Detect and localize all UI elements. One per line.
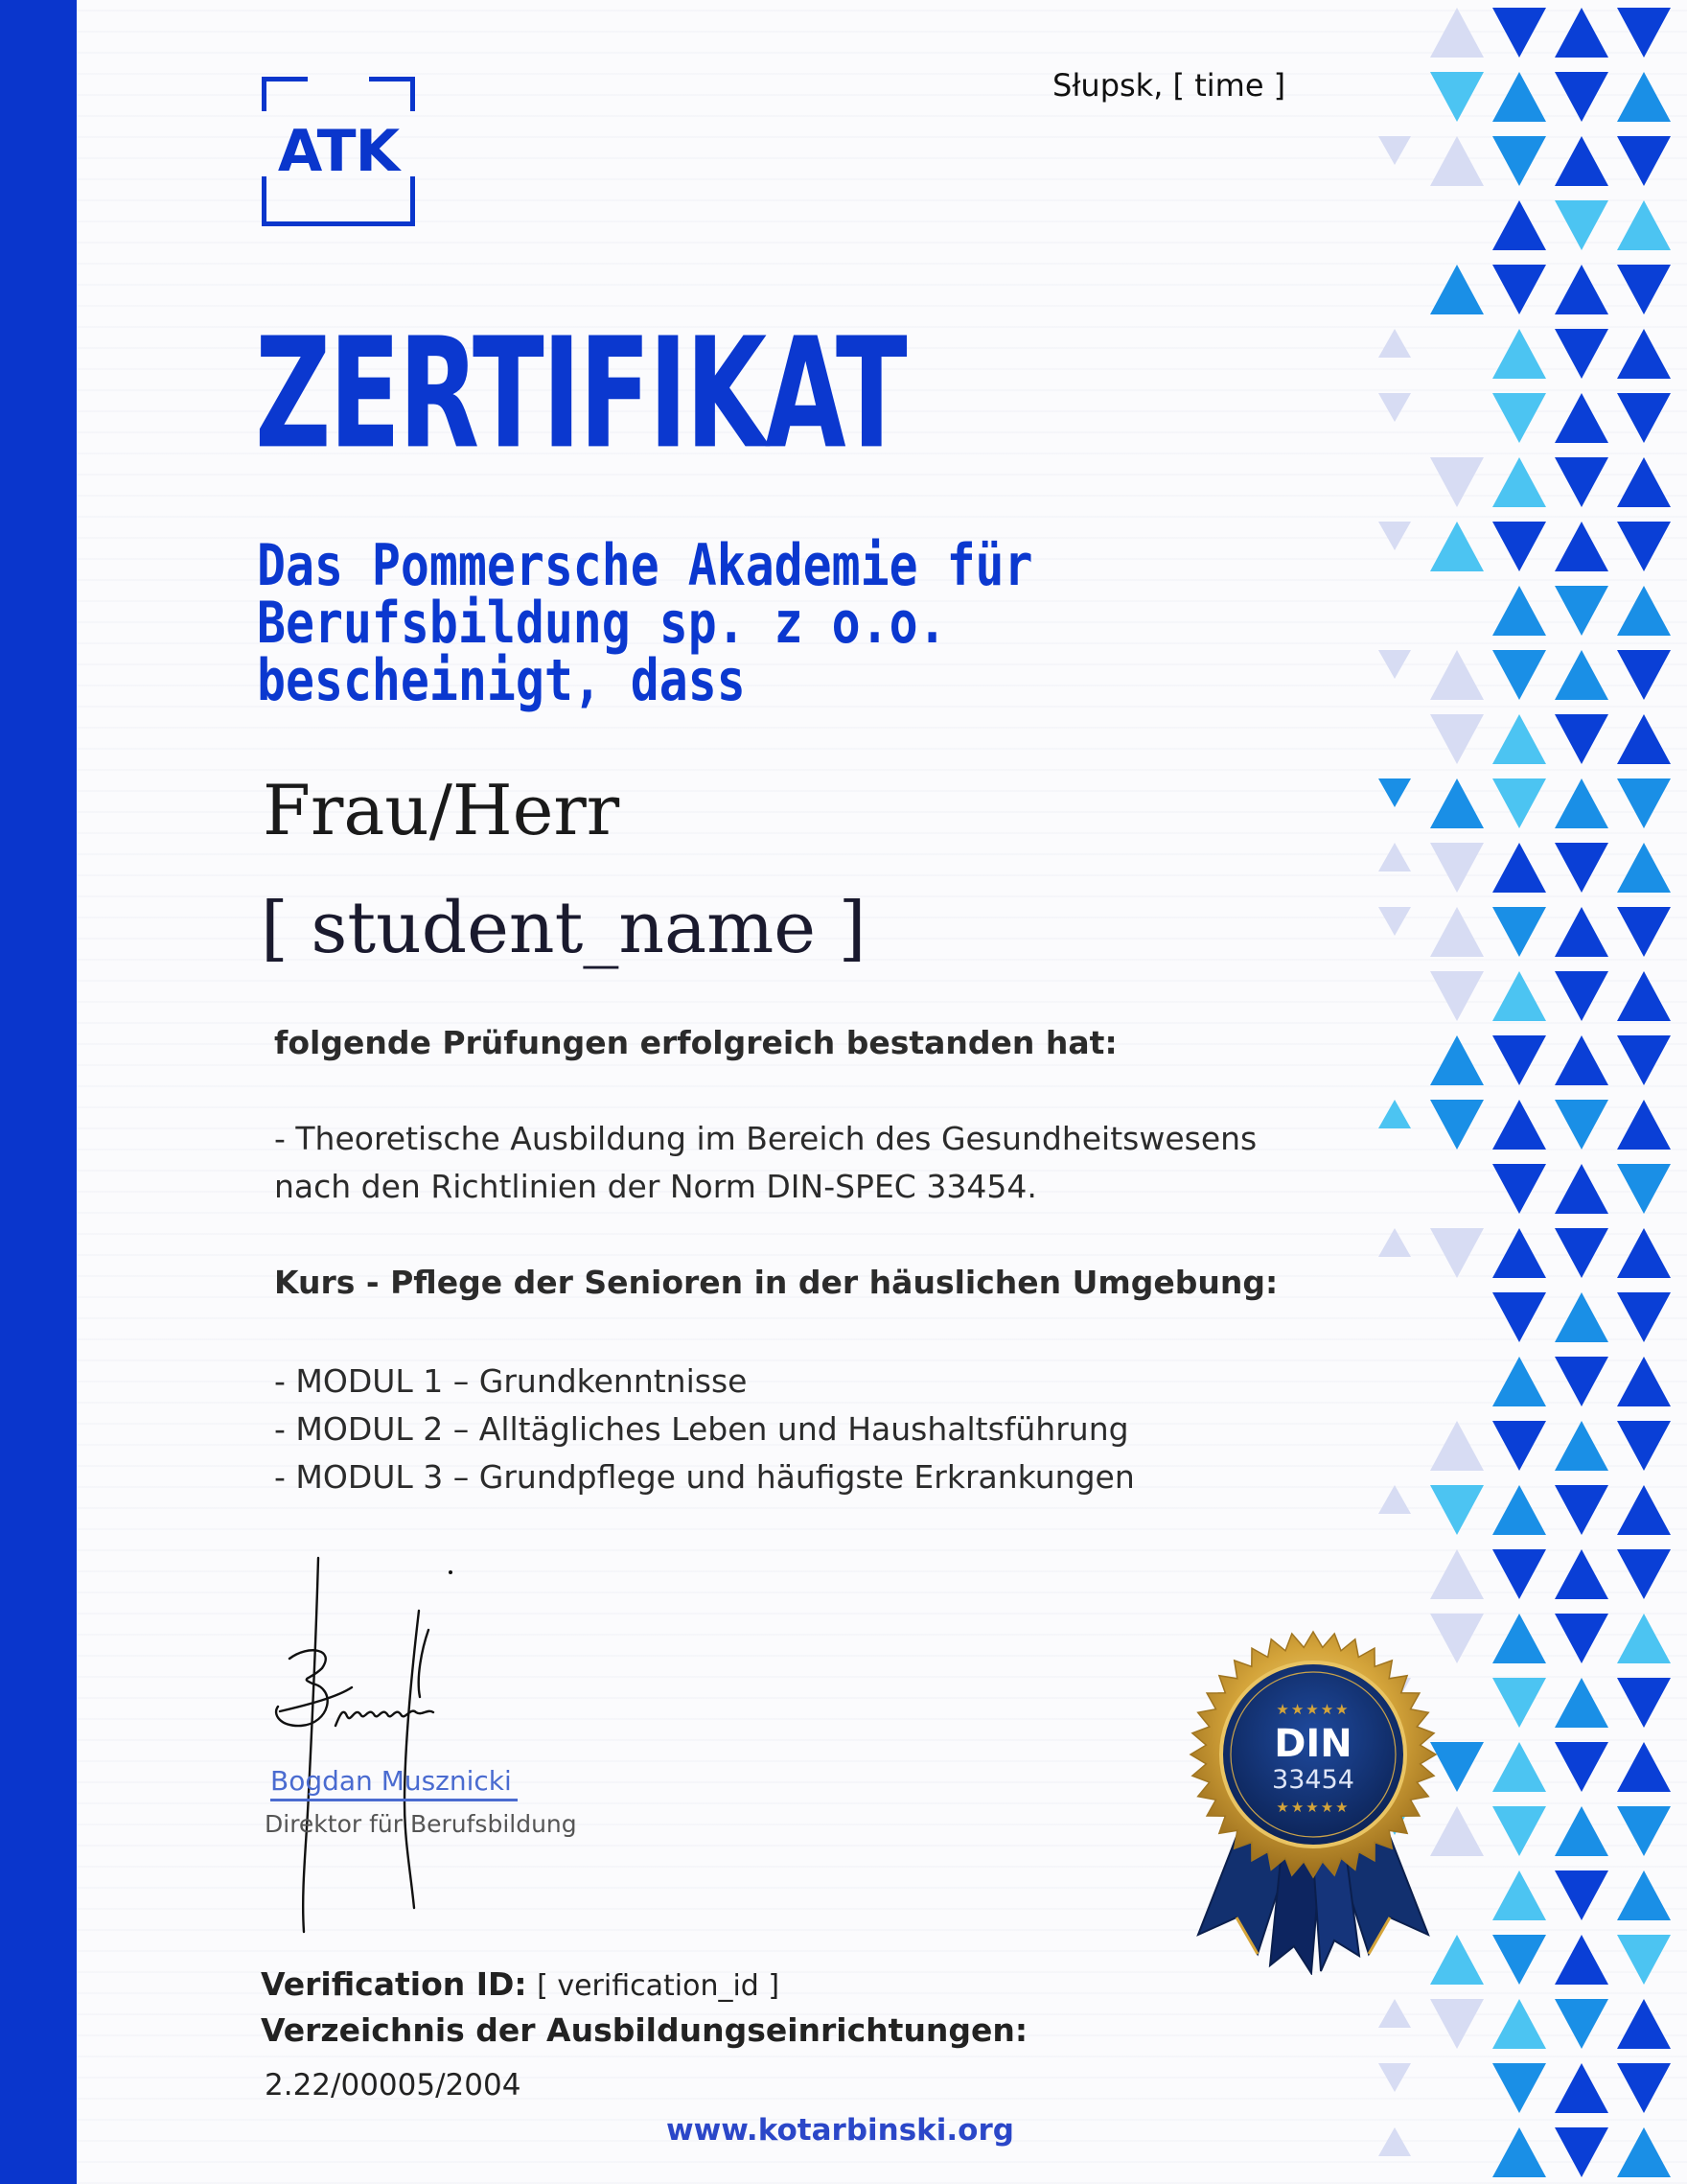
pattern-triangle bbox=[1617, 971, 1671, 1021]
pattern-triangle bbox=[1617, 1100, 1671, 1150]
pattern-triangle bbox=[1555, 650, 1608, 700]
pattern-triangle bbox=[1555, 971, 1608, 1021]
pattern-triangle bbox=[1617, 1806, 1671, 1856]
pattern-triangle bbox=[1492, 1870, 1546, 1920]
pattern-triangle bbox=[1492, 843, 1546, 893]
pattern-triangle bbox=[1555, 200, 1608, 250]
pattern-triangle bbox=[1492, 714, 1546, 764]
student-name: [ student_name ] bbox=[261, 887, 867, 969]
pattern-triangle bbox=[1492, 457, 1546, 507]
pattern-triangle bbox=[1430, 1035, 1484, 1085]
pattern-triangle bbox=[1430, 907, 1484, 957]
pattern-triangle bbox=[1430, 1549, 1484, 1599]
pattern-triangle bbox=[1617, 1357, 1671, 1406]
pattern-triangle bbox=[1617, 2127, 1671, 2177]
pattern-triangle bbox=[1617, 522, 1671, 571]
pattern-triangle bbox=[1555, 1164, 1608, 1214]
din-seal-badge bbox=[1179, 1630, 1447, 1975]
pattern-triangle bbox=[1492, 971, 1546, 1021]
pattern-triangle bbox=[1492, 72, 1546, 122]
seal-stars-bottom: ★★★★★ bbox=[1276, 1799, 1351, 1816]
pattern-triangle bbox=[1617, 1935, 1671, 1985]
pattern-triangle bbox=[1430, 843, 1484, 893]
pattern-triangle bbox=[1492, 200, 1546, 250]
pattern-triangle bbox=[1617, 650, 1671, 700]
pattern-triangle bbox=[1555, 2127, 1608, 2177]
registry-label: Verzeichnis der Ausbildungseinrichtungen: bbox=[261, 2011, 1028, 2049]
pattern-triangle bbox=[1492, 1549, 1546, 1599]
pattern-triangle bbox=[1617, 1678, 1671, 1728]
pattern-triangle bbox=[1555, 1549, 1608, 1599]
pattern-triangle bbox=[1492, 778, 1546, 828]
pattern-triangle bbox=[1555, 1421, 1608, 1471]
pattern-triangle bbox=[1430, 8, 1484, 58]
pattern-triangle bbox=[1617, 1999, 1671, 2049]
signer-name: Bogdan Musznicki bbox=[270, 1764, 518, 1801]
pattern-triangle bbox=[1555, 843, 1608, 893]
pattern-triangle bbox=[1378, 136, 1411, 165]
pattern-triangle bbox=[1378, 329, 1411, 358]
pattern-triangle bbox=[1617, 1164, 1671, 1214]
registry-number: 2.22/00005/2004 bbox=[265, 2068, 521, 2103]
pattern-triangle bbox=[1430, 265, 1484, 314]
verification-value: [ verification_id ] bbox=[537, 1969, 780, 2003]
pattern-triangle bbox=[1555, 1806, 1608, 1856]
pattern-triangle bbox=[1555, 8, 1608, 58]
pattern-triangle bbox=[1492, 1292, 1546, 1342]
pattern-triangle bbox=[1617, 1421, 1671, 1471]
pattern-triangle bbox=[1492, 1421, 1546, 1471]
certificate-title: ZERTIFIKAT bbox=[255, 306, 906, 483]
pattern-triangle bbox=[1617, 265, 1671, 314]
pattern-triangle bbox=[1430, 1228, 1484, 1278]
pattern-triangle bbox=[1492, 1164, 1546, 1214]
pattern-triangle bbox=[1430, 1999, 1484, 2049]
handwritten-signature bbox=[251, 1553, 567, 1937]
pattern-triangle bbox=[1430, 1100, 1484, 1150]
pattern-triangle bbox=[1617, 1742, 1671, 1792]
pattern-triangle bbox=[1492, 1100, 1546, 1150]
pattern-triangle bbox=[1430, 522, 1484, 571]
pattern-triangle bbox=[1492, 1742, 1546, 1792]
pattern-triangle bbox=[1617, 200, 1671, 250]
pattern-triangle bbox=[1555, 778, 1608, 828]
pattern-triangle bbox=[1617, 1228, 1671, 1278]
pattern-triangle bbox=[1492, 1806, 1546, 1856]
pattern-triangle bbox=[1378, 393, 1411, 422]
seal-number-text: 33454 bbox=[1272, 1765, 1354, 1795]
pattern-triangle bbox=[1492, 650, 1546, 700]
pattern-triangle bbox=[1617, 1485, 1671, 1535]
pattern-triangle bbox=[1378, 522, 1411, 550]
pattern-triangle bbox=[1555, 393, 1608, 443]
logo-text: ATK bbox=[277, 118, 400, 185]
pattern-triangle bbox=[1378, 1999, 1411, 2028]
training-line-1: - Theoretische Ausbildung im Bereich des Gesundheitswesens bbox=[274, 1120, 1258, 1157]
pattern-triangle bbox=[1555, 586, 1608, 636]
pattern-triangle bbox=[1555, 1292, 1608, 1342]
seal-din-text: DIN bbox=[1274, 1722, 1352, 1766]
pattern-triangle bbox=[1555, 1678, 1608, 1728]
pattern-triangle bbox=[1555, 1485, 1608, 1535]
pattern-triangle bbox=[1430, 72, 1484, 122]
pattern-triangle bbox=[1430, 778, 1484, 828]
seal-stars-top: ★★★★★ bbox=[1276, 1701, 1351, 1718]
pattern-triangle bbox=[1555, 136, 1608, 186]
pattern-triangle bbox=[1555, 329, 1608, 379]
pattern-triangle bbox=[1617, 843, 1671, 893]
pattern-triangle bbox=[1555, 1614, 1608, 1663]
exams-heading: folgende Prüfungen erfolgreich bestanden hat: bbox=[274, 1024, 1118, 1061]
pattern-triangle bbox=[1617, 329, 1671, 379]
pattern-triangle bbox=[1555, 1357, 1608, 1406]
pattern-triangle bbox=[1378, 650, 1411, 679]
pattern-triangle bbox=[1555, 1870, 1608, 1920]
pattern-triangle bbox=[1492, 136, 1546, 186]
pattern-triangle bbox=[1492, 393, 1546, 443]
pattern-triangle bbox=[1492, 1678, 1546, 1728]
pattern-triangle bbox=[1617, 1035, 1671, 1085]
salutation: Frau/Herr bbox=[263, 770, 620, 850]
pattern-triangle bbox=[1617, 457, 1671, 507]
pattern-triangle bbox=[1555, 1935, 1608, 1985]
pattern-triangle bbox=[1492, 586, 1546, 636]
module-item-2: - MODUL 2 – Alltägliches Leben und Haushaltsführung bbox=[274, 1410, 1129, 1448]
pattern-triangle bbox=[1492, 1485, 1546, 1535]
pattern-triangle bbox=[1430, 1485, 1484, 1535]
pattern-triangle bbox=[1617, 778, 1671, 828]
pattern-triangle bbox=[1617, 1870, 1671, 1920]
intro-line-3: bescheinigt, dass bbox=[257, 647, 746, 714]
pattern-triangle bbox=[1492, 1035, 1546, 1085]
pattern-triangle bbox=[1555, 1035, 1608, 1085]
pattern-triangle bbox=[1430, 136, 1484, 186]
website-link[interactable]: www.kotarbinski.org bbox=[666, 2113, 1014, 2148]
pattern-triangle bbox=[1617, 1292, 1671, 1342]
verification-row bbox=[261, 1963, 779, 2009]
pattern-triangle bbox=[1492, 265, 1546, 314]
intro-line-2: Berufsbildung sp. z o.o. bbox=[257, 590, 947, 657]
pattern-triangle bbox=[1617, 72, 1671, 122]
pattern-triangle bbox=[1617, 136, 1671, 186]
pattern-triangle bbox=[1555, 72, 1608, 122]
pattern-triangle bbox=[1378, 2127, 1411, 2156]
module-item-3: - MODUL 3 – Grundpflege und häufigste Erkrankungen bbox=[274, 1458, 1135, 1496]
pattern-triangle bbox=[1492, 1999, 1546, 2049]
pattern-triangle bbox=[1617, 8, 1671, 58]
pattern-triangle bbox=[1555, 265, 1608, 314]
pattern-triangle bbox=[1378, 778, 1411, 807]
pattern-triangle bbox=[1492, 907, 1546, 957]
pattern-triangle bbox=[1378, 1228, 1411, 1257]
pattern-triangle bbox=[1430, 457, 1484, 507]
course-heading: Kurs - Pflege der Senioren in der häuslichen Umgebung: bbox=[274, 1264, 1279, 1301]
place-date: Słupsk, [ time ] bbox=[1052, 67, 1286, 104]
pattern-triangle bbox=[1378, 843, 1411, 871]
pattern-triangle bbox=[1430, 971, 1484, 1021]
training-line-2: nach den Richtlinien der Norm DIN-SPEC 33454. bbox=[274, 1168, 1037, 1205]
pattern-triangle bbox=[1555, 1228, 1608, 1278]
pattern-triangle bbox=[1378, 1485, 1411, 1514]
pattern-triangle bbox=[1617, 1549, 1671, 1599]
pattern-triangle bbox=[1492, 522, 1546, 571]
intro-line-1: Das Pommersche Akademie für bbox=[257, 532, 1033, 599]
pattern-triangle bbox=[1378, 907, 1411, 936]
pattern-triangle bbox=[1430, 1421, 1484, 1471]
pattern-triangle bbox=[1378, 2063, 1411, 2092]
pattern-triangle bbox=[1492, 329, 1546, 379]
pattern-triangle bbox=[1617, 1614, 1671, 1663]
pattern-triangle bbox=[1430, 650, 1484, 700]
pattern-triangle bbox=[1492, 1614, 1546, 1663]
pattern-triangle bbox=[1492, 1357, 1546, 1406]
pattern-triangle bbox=[1492, 1228, 1546, 1278]
pattern-triangle bbox=[1555, 457, 1608, 507]
pattern-triangle bbox=[1617, 393, 1671, 443]
pattern-triangle bbox=[1492, 2127, 1546, 2177]
left-accent-bar bbox=[0, 0, 77, 2184]
pattern-triangle bbox=[1492, 8, 1546, 58]
pattern-triangle bbox=[1555, 714, 1608, 764]
pattern-triangle bbox=[1617, 586, 1671, 636]
pattern-triangle bbox=[1430, 714, 1484, 764]
pattern-triangle bbox=[1555, 522, 1608, 571]
atk-logo bbox=[262, 77, 415, 226]
module-item-1: - MODUL 1 – Grundkenntnisse bbox=[274, 1362, 748, 1400]
pattern-triangle bbox=[1617, 907, 1671, 957]
signer-role: Direktor für Berufsbildung bbox=[265, 1810, 577, 1838]
pattern-triangle bbox=[1555, 1999, 1608, 2049]
pattern-triangle bbox=[1492, 1935, 1546, 1985]
pattern-triangle bbox=[1555, 1742, 1608, 1792]
pattern-triangle bbox=[1617, 714, 1671, 764]
pattern-triangle bbox=[1555, 2063, 1608, 2113]
pattern-triangle bbox=[1492, 2063, 1546, 2113]
pattern-triangle bbox=[1555, 907, 1608, 957]
pattern-triangle bbox=[1378, 1100, 1411, 1128]
pattern-triangle bbox=[1617, 2063, 1671, 2113]
pattern-triangle bbox=[1555, 1100, 1608, 1150]
verification-label: Verification ID: bbox=[261, 1965, 527, 2003]
